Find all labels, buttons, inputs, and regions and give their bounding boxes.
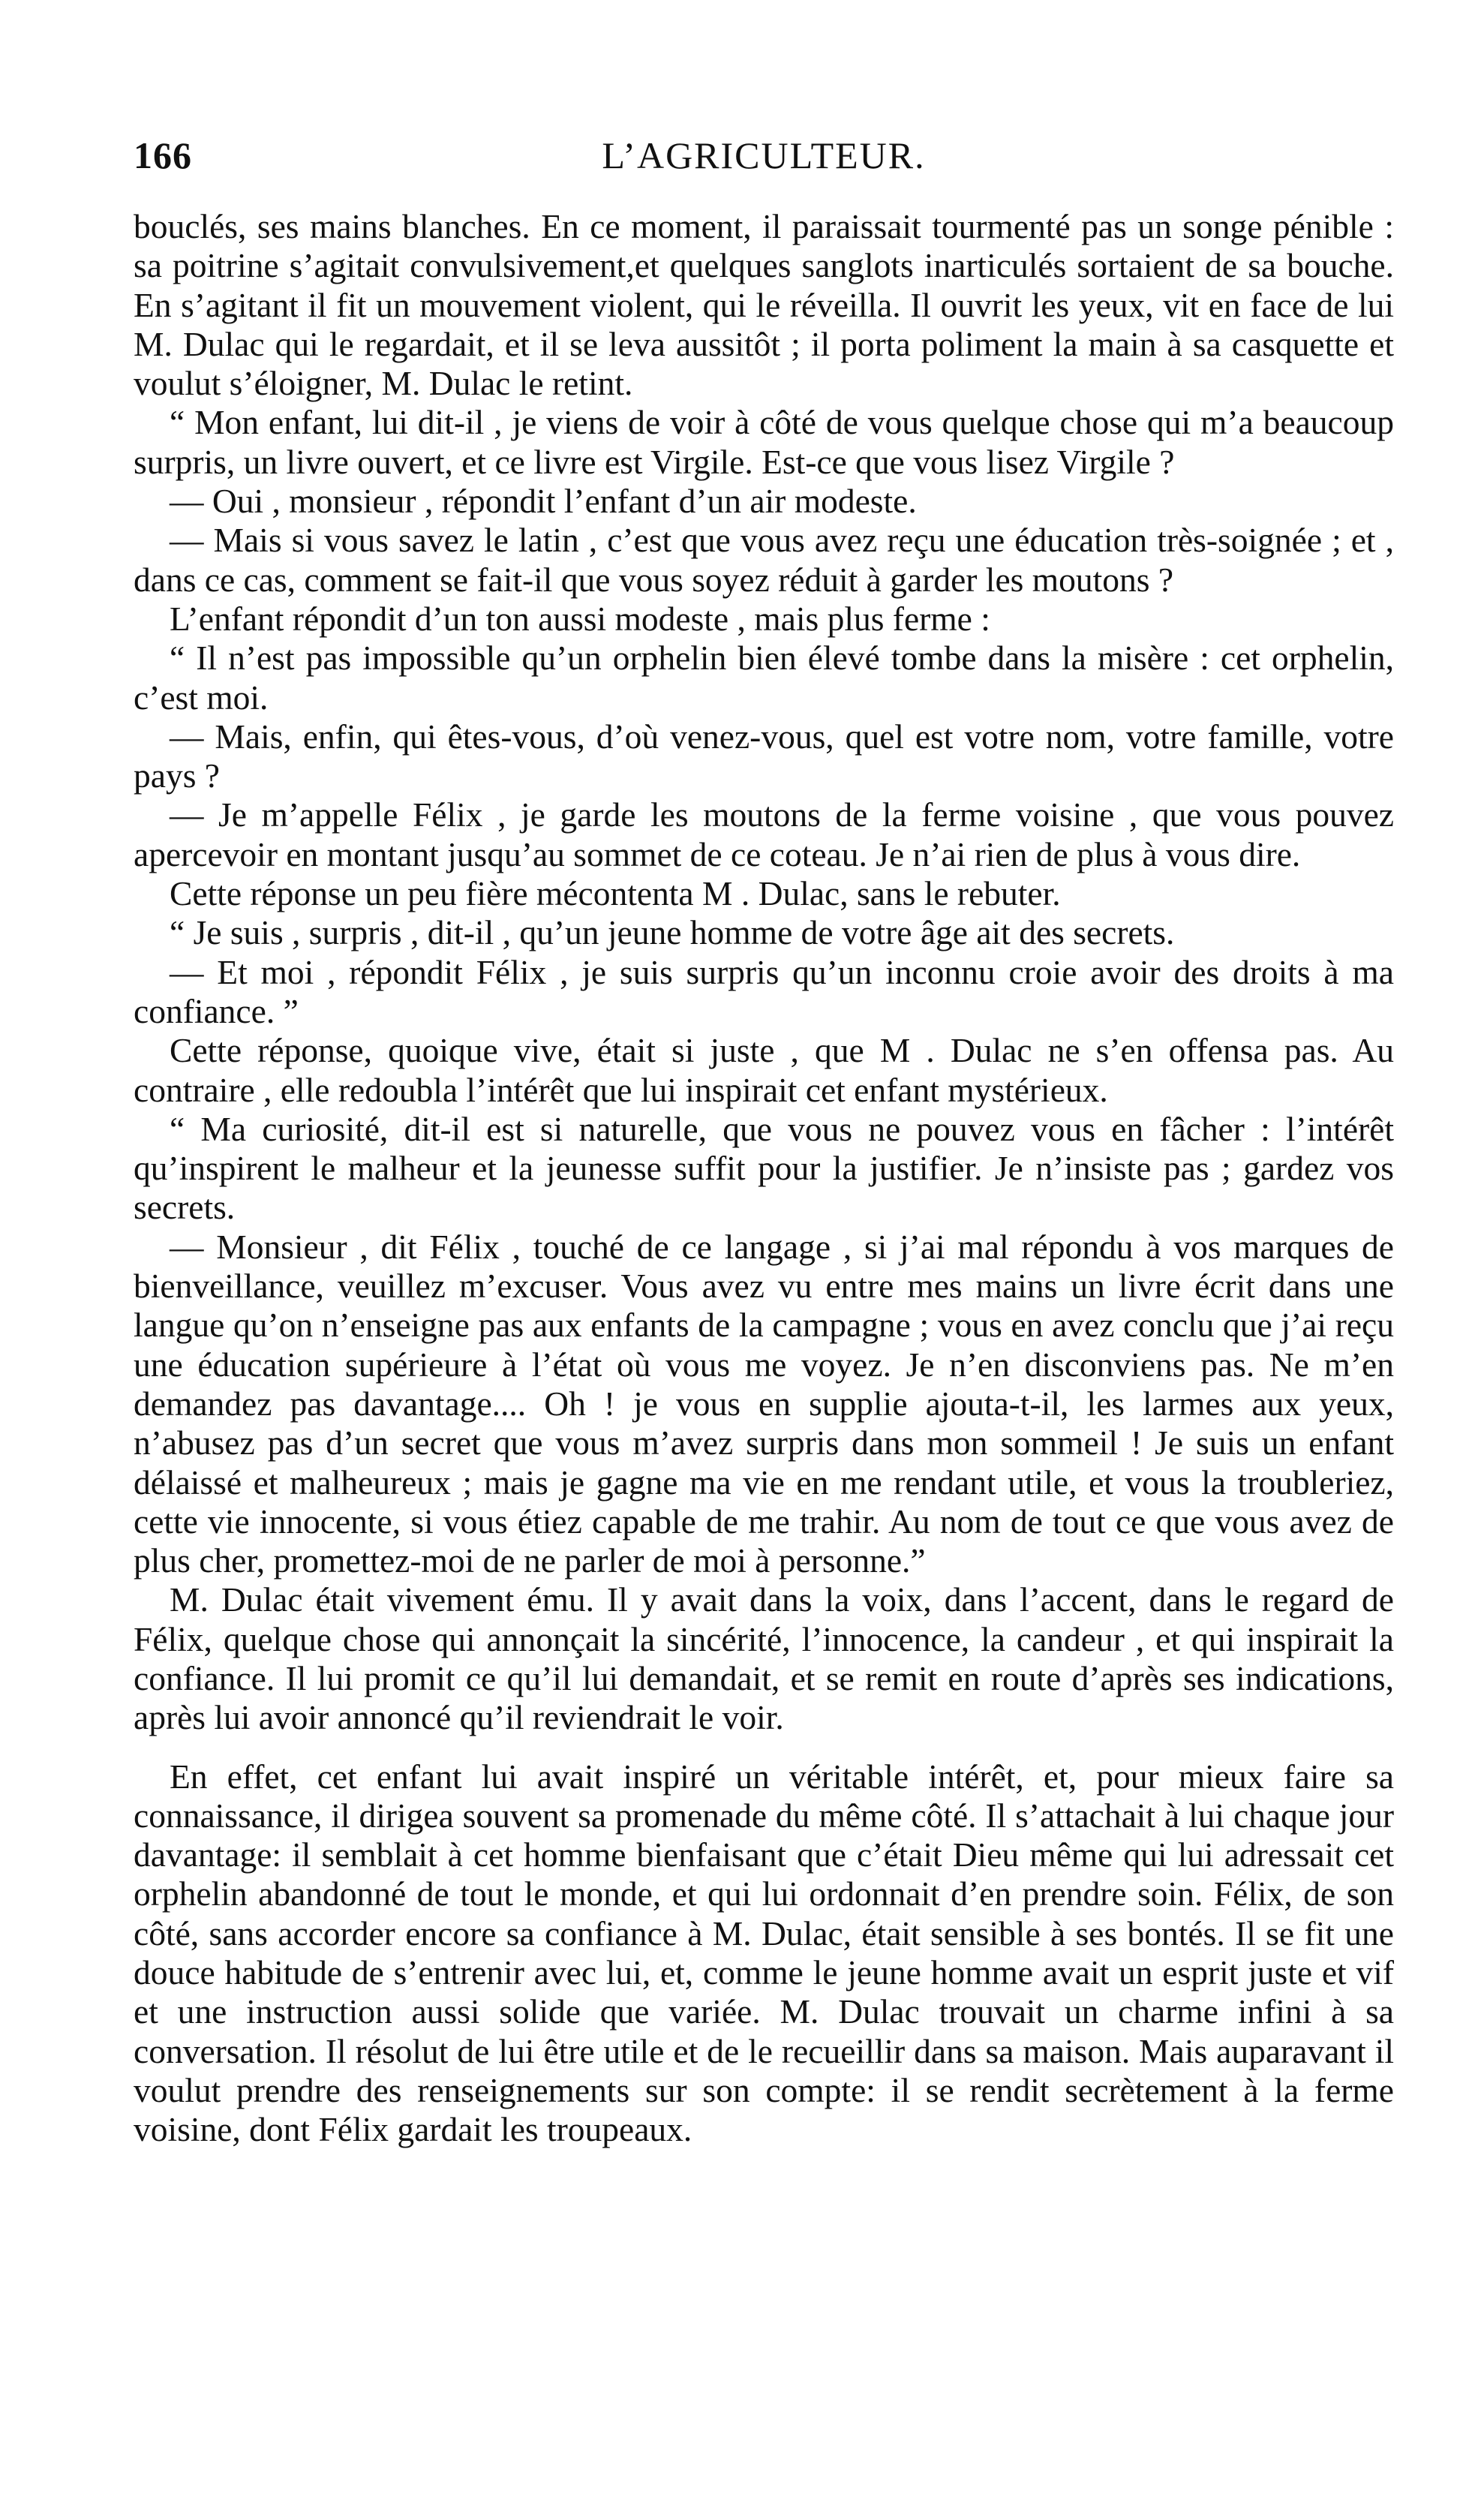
- running-title: L’AGRICULTEUR.: [602, 134, 926, 176]
- paragraph: — Oui , monsieur , répondit l’enfant d’un air modeste.: [170, 482, 917, 521]
- paragraph: — Je m’appelle Félix , je garde les moutons de la ferme voisine , que vous pouvez apercevoir en montant jusqu’au sommet de ce coteau. Je n’ai rien de plus à vous dire.: [134, 795, 1394, 873]
- paragraph: En effet, cet enfant lui avait inspiré un véritable intérêt, et, pour mieux faire sa connaissance, il dirigea souvent sa promenade du même côté. Il s’attachait à lui chaque jour davantage: il semblait à cet homme bienfaisant que c’était Dieu même qui lui adressait cet orphelin abandonné de tout le monde, et qui lui ordonnait d’en prendre soin. Félix, de son côté, sans accorder encore sa confiance à M. Dulac, était sensible à ses bontés. Il se fit une douce habitude de s’entrenir avec lui, et, comme le jeune homme avait un esprit juste et vif et une instruction aussi solide que variée. M. Dulac trouvait un charme infini à sa conversation. Il résolut de lui être utile et de le recueillir dans sa maison. Mais auparavant il voulut prendre des renseignements sur son compte: il se rendit secrètement à la ferme voisine, dont Félix gardait les troupeaux.: [134, 1757, 1394, 2149]
- paragraph: — Mais si vous savez le latin , c’est que vous avez reçu une éducation très-soignée ; et , dans ce cas, comment se fait-il que vous soyez réduit à garder les moutons ?: [134, 521, 1394, 599]
- page-number: 166: [134, 134, 192, 176]
- body-text: [134, 207, 1394, 2150]
- paragraph: L’enfant répondit d’un ton aussi modeste , mais plus ferme :: [170, 599, 990, 638]
- book-page: [134, 134, 1394, 2150]
- paragraph: — Et moi , répondit Félix , je suis surpris qu’un inconnu croie avoir des droits à ma confiance. ”: [134, 952, 1394, 1030]
- paragraph: Cette réponse un peu fière mécontenta M . Dulac, sans le rebuter.: [170, 874, 1061, 913]
- paragraph: bouclés, ses mains blanches. En ce moment, il paraissait tourmenté pas un songe pénible : sa poitrine s’agitait convulsivement,et quelques sanglots inarticulés sortaient de sa bouche. En s’agitant il fit un mouvement violent, qui le réveilla. Il ouvrit les yeux, vit en face de lui M. Dulac qui le regardait, et il se leva aussitôt ; il porta poliment la main à sa casquette et voulut s’éloigner, M. Dulac le retint.: [134, 207, 1394, 403]
- paragraph: “ Je suis , surpris , dit-il , qu’un jeune homme de votre âge ait des secrets.: [170, 913, 1175, 952]
- paragraph: M. Dulac était vivement ému. Il y avait dans la voix, dans l’accent, dans le regard de Félix, quelque chose qui annonçait la sincérité, l’innocence, la candeur , et qui inspirait la confiance. Il lui promit ce qu’il lui demandait, et se remit en route d’après ses indications, après lui avoir annoncé qu’il reviendrait le voir.: [134, 1580, 1394, 1737]
- paragraph: “ Il n’est pas impossible qu’un orphelin bien élevé tombe dans la misère : cet orphelin, c’est moi.: [134, 639, 1394, 717]
- paragraph: — Mais, enfin, qui êtes-vous, d’où venez-vous, quel est votre nom, votre famille, votre pays ?: [134, 717, 1394, 795]
- paragraph: — Monsieur , dit Félix , touché de ce langage , si j’ai mal répondu à vos marques de bienveillance, veuillez m’excuser. Vous avez vu entre mes mains un livre écrit dans une langue qu’on n’enseigne pas aux enfants de la campagne ; vous en avez conclu que j’ai reçu une éducation supérieure à l’état où vous me voyez. Je n’en disconviens pas. Ne m’en demandez pas davantage.... Oh ! je vous en supplie ajouta-t-il, les larmes aux yeux, n’abusez pas d’un secret que vous m’avez surpris dans mon sommeil ! Je suis un enfant délaissé et malheureux ; mais je gagne ma vie en me rendant utile, et vous la troubleriez, cette vie innocente, si vous étiez capable de me trahir. Au nom de tout ce que vous avez de plus cher, promettez-moi de ne parler de moi à personne.”: [134, 1227, 1394, 1580]
- paragraph: “ Mon enfant, lui dit-il , je viens de voir à côté de vous quelque chose qui m’a beaucoup surpris, un livre ouvert, et ce livre est Virgile. Est-ce que vous lisez Virgile ?: [134, 403, 1394, 481]
- paragraph: Cette réponse, quoique vive, était si juste , que M . Dulac ne s’en offensa pas. Au contraire , elle redoubla l’intérêt que lui inspirait cet enfant mystérieux.: [134, 1031, 1394, 1109]
- page-header: [134, 134, 1394, 186]
- paragraph: “ Ma curiosité, dit-il est si naturelle, que vous ne pouvez vous en fâcher : l’intérêt qu’inspirent le malheur et la jeunesse suffit pour la justifier. Je n’insiste pas ; gardez vos secrets.: [134, 1109, 1394, 1227]
